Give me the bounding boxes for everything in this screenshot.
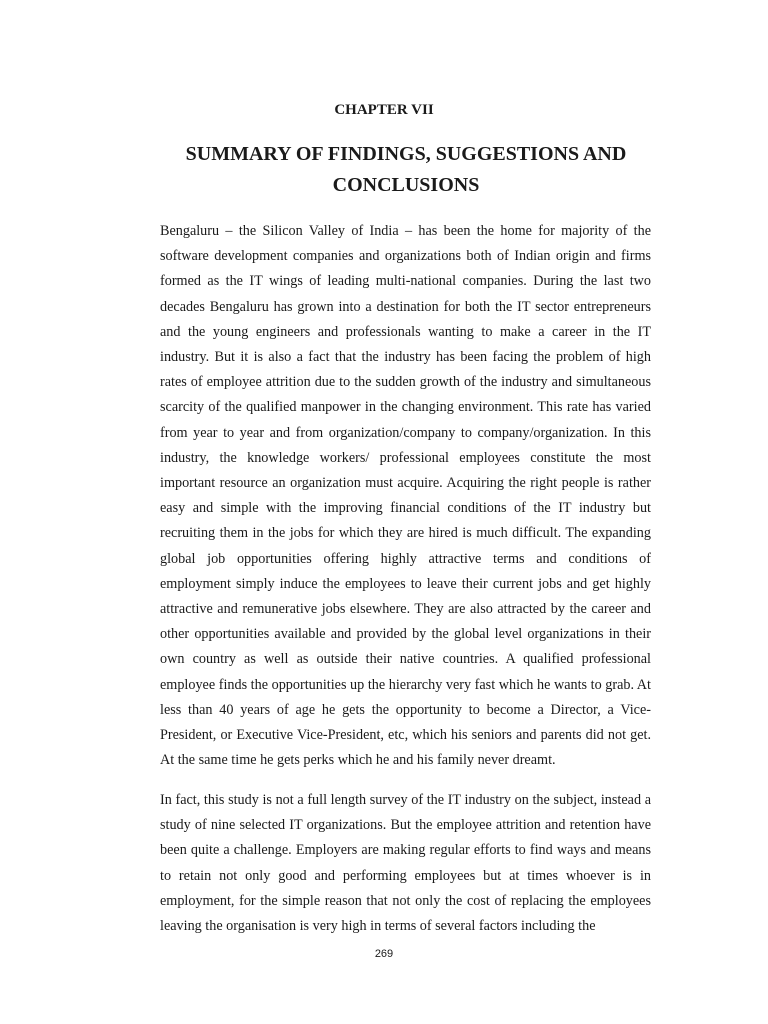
chapter-title: SUMMARY OF FINDINGS, SUGGESTIONS AND CONCLUSIONS — [185, 143, 627, 196]
page-number: 269 — [374, 948, 394, 960]
paragraph-1: Bengaluru – the Silicon Valley of India – has been the home for majority of the software development companies and organizations both of Indian origin and firms formed as the IT wings of leading multi-national companies. During the last two decades Bengaluru has grown into a destination for both the IT sector entrepreneurs and the young engineers and professionals wanting to make a career in the IT industry. But it is also a fact that the industry has been facing the problem of high rates of employee attrition due to the sudden growth of the industry and simultaneous scarcity of the qualified manpower in the changing environment. This rate has varied from year to year and from organization/company to company/organization. In this industry, the knowledge workers/ professional employees constitute the most important resource an organization must acquire. Acquiring the right people is rather easy and simple with the improving financial conditions of the IT industry but recruiting them in the jobs for which they are hired is much difficult. The expanding global job opportunities offering highly attractive terms and conditions of employment simply induce the employees to leave their current jobs and get highly attractive and remunerative jobs elsewhere. They are also attracted by the career and other opportunities available and provided by the global level organizations in their own country as well as outside their native countries. A qualified professional employee finds the opportunities up the hierarchy very fast which he wants to grab. At less than 40 years of age he gets the opportunity to become a Director, a Vice-President, or Executive Vice-President, etc, which his seniors and parents did not get. At the same time he gets perks which he and his family never dreamt. — [160, 223, 651, 769]
chapter-label: CHAPTER VII — [334, 102, 434, 118]
paragraph-2: In fact, this study is not a full length survey of the IT industry on the subject, instead a study of nine selected IT organizations. But the employee attrition and retention have been quite a challenge. Employers are making regular efforts to find ways and means to retain not only good and performing employees but at times whoever is in employment, for the simple reason that not only the cost of replacing the employees leaving the organisation is very high in terms of several factors including the — [160, 792, 651, 935]
